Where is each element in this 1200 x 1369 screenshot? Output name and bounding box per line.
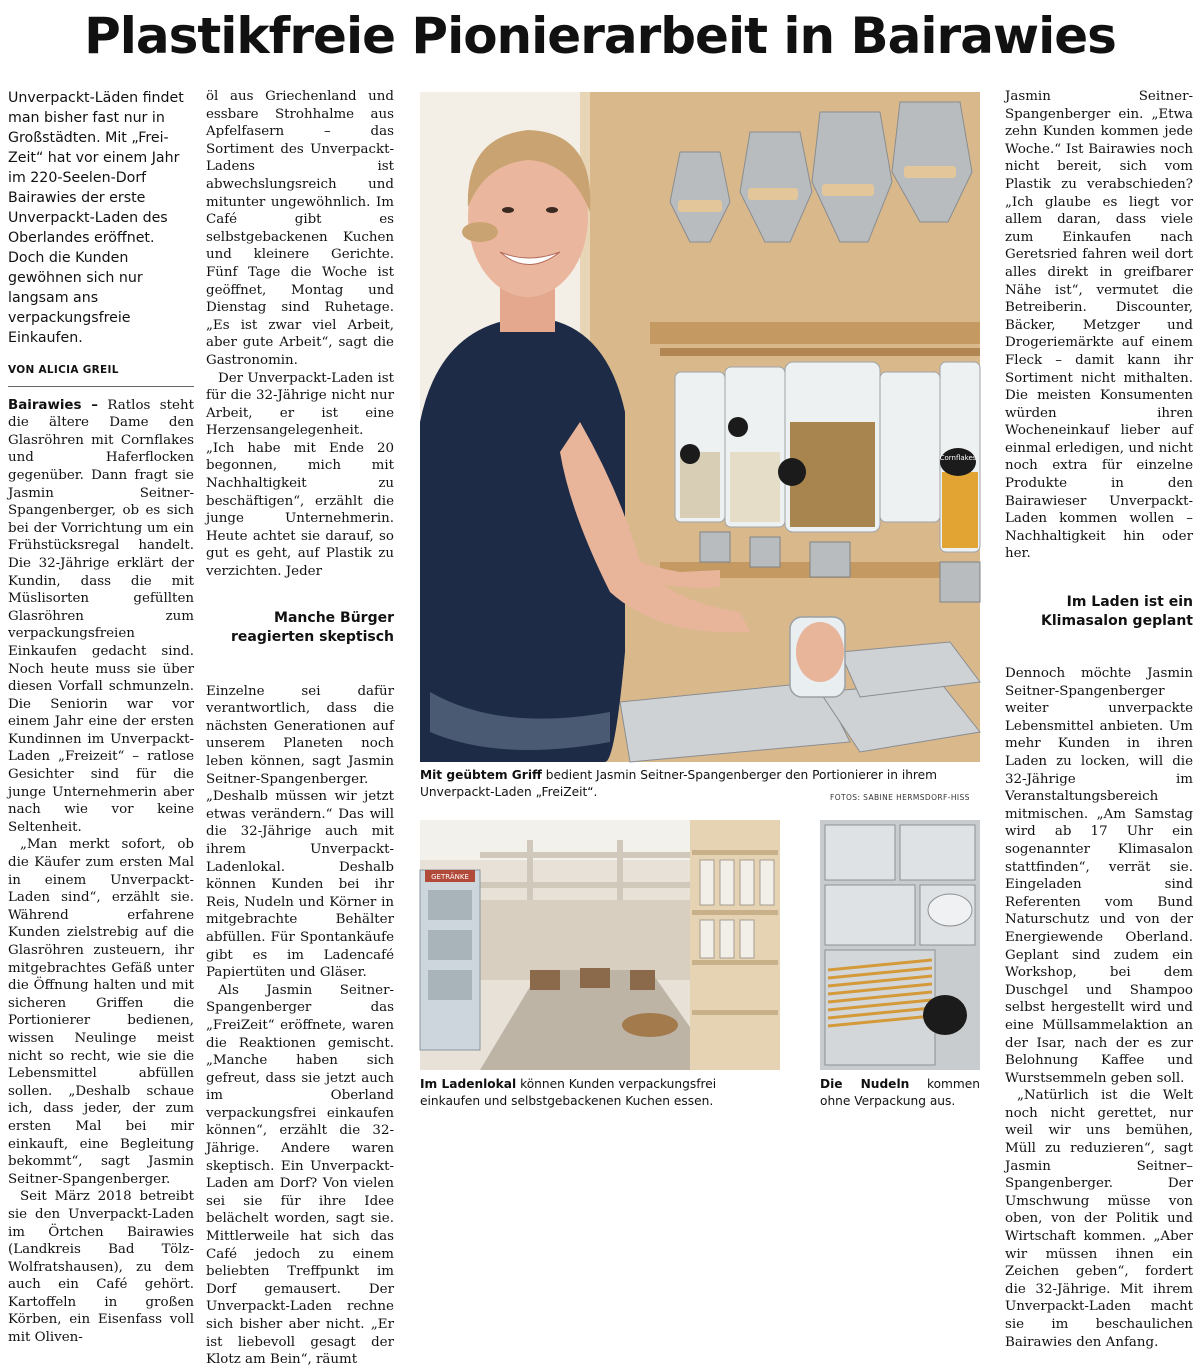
text-column-1 xyxy=(8,88,194,1347)
dateline: Bairawies – xyxy=(8,397,98,413)
shop-interior-caption xyxy=(420,1076,780,1110)
byline: VON ALICIA GREIL xyxy=(8,362,194,387)
subheading: Im Laden ist ein Klimasalon geplant xyxy=(1041,594,1193,630)
paragraph: Seit März 2018 betreibt sie den Unverpackt-Laden im Örtchen Bairawies (Landkreis Bad Tölz-Wolfratshausen), zu dem auch ein Café gehört. Kartoffeln in großen Körben, ein Eisenfass voll mit Oliven- xyxy=(8,1189,194,1346)
paragraph: „Natürlich ist die Welt noch nicht gerettet, nur weil wir uns bemühen, Müll zu reduzieren“, sagt Jasmin Seitner–Spangenberger. Der Umschwung müsse von oben, von der Politik und Wirtschaft kommen. „Aber wir müssen ihnen ein Zeichen geben“, fordert die 32-Jährige. Mit ihrem Unverpackt-Laden macht sie im beschaulichen Bairawies den Anfang. xyxy=(1005,1088,1193,1350)
caption-text: bedient Jasmin Seitner-Spangenberger den Portionierer in ihrem Unverpackt-Laden „FreiZeit“. xyxy=(420,768,938,799)
shop-interior-photo xyxy=(420,820,780,1070)
subheading: Manche Bürger reagierten skeptisch xyxy=(231,609,394,645)
noodles-illustration xyxy=(820,820,980,1070)
text-column-2 xyxy=(206,88,394,1369)
caption-text: kommen ohne Verpackung aus. xyxy=(820,1077,980,1108)
caption-lead: Im Ladenlokal xyxy=(420,1077,517,1091)
paragraph: Dennoch möchte Jasmin Seitner-Spangenberger weiter unverpackte Lebensmittel anbieten. Um mehr Kunden in ihren Laden zu locken, will die 32-Jährige im Veranstaltungsbereich mitmischen. „Am Samstag wird ab 17 Uhr ein sogenannter Klimasalon stattfinden“, verrät sie. Eingeladen sind Referenten vom Bund Naturschutz und von der Energiewende Oberland. Geplant sind zudem ein Workshop, bei dem Duschgel und Shampoo selbst hergestellt wird und eine Müllsammelaktion an der Isar, nach der es zur Belohnung Kaffee und Wurstsemmeln geben soll. xyxy=(1005,666,1193,1086)
shop-interior-illustration xyxy=(420,820,780,1070)
article-teaser: Unverpackt-Läden findet man bisher fast nur in Großstädten. Mit „Frei-Zeit“ hat vor einem Jahr im 220-Seelen-Dorf Bairawies der erste Unverpackt-Laden des Oberlandes eröffnet. Doch die Kunden gewöhnen sich nur langsam ans verpackungsfreie Einkaufen. xyxy=(8,90,184,346)
paragraph: öl aus Griechenland und essbare Strohhalme aus Apfelfasern – das Sortiment des Unverpackt-Ladens ist abwechslungsreich und mitunter ungewöhnlich. Im Café gibt es selbstgebackenen Kuchen und kleinere Gerichte. Fünf Tage die Woche ist geöffnet, Montag und Dienstag sind Ruhetage. „Es ist zwar viel Arbeit, aber gute Arbeit“, sagt die Gastronomin. xyxy=(206,89,394,368)
jar-label: Cornflakes xyxy=(939,454,977,462)
noodles-caption xyxy=(820,1076,980,1110)
paragraph xyxy=(8,397,194,837)
drinks-sign: GETRÄNKE xyxy=(431,873,469,881)
paragraph: Der Unverpackt-Laden ist für die 32-Jährige nicht nur Arbeit, er ist eine Herzensangelegenheit. „Ich habe mit Ende 20 begonnen, mich mit Nachhaltigkeit zu beschäftigen“, erzählt die junge Unternehmerin. Heute achtet sie darauf, so gut es geht, auf Plastik zu verzichten. Jeder xyxy=(206,370,394,580)
paragraph: „Man merkt sofort, ob die Käufer zum ersten Mal in einem Unverpackt-Laden sind“, erzählt sie. Während erfahrene Kunden zielstrebig auf die Glasröhren zusteuern, ihr mitgebrachtes Gefäß unter die Öffnung halten und mit sicheren Griffen die Portionierer bedienen, wissen Neulinge meist nicht so recht, wie sie die Lebensmittel abfüllen sollen. „Deshalb schaue ich, dass jeder, der zum ersten Mal bei mir einkauft, eine Begleitung bekommt“, sagt Jasmin Seitner-Spangenberger. xyxy=(8,837,194,1187)
main-photo xyxy=(420,92,980,762)
caption-lead: Die Nudeln xyxy=(820,1077,910,1091)
photo-credit: FOTOS: SABINE HERMSDORF-HISS xyxy=(830,793,970,802)
text-column-5 xyxy=(1005,88,1193,1351)
caption-text: können Kunden verpackungsfrei einkaufen und selbstgebackenen Kuchen essen. xyxy=(420,1077,717,1108)
paragraph: Jasmin Seitner-Spangenberger ein. „Etwa zehn Kunden kommen jede Woche.“ Ist Bairawies noch nicht bereit, sich vom Plastik zu verabschieden? „Ich glaube es liegt vor allem daran, dass viele zum Einkaufen nach Geretsried fahren weil dort alles direkt in greifbarer Nähe ist“, vermutet die Betreiberin. Discounter, Bäcker, Metzger und Drogeriemärkte auf einem Fleck – damit kann ihr Sortiment nicht mithalten. Die meisten Konsumenten würden ihren Wocheneinkauf lieber auf einmal erledigen, und nicht noch extra für einzelne Produkte in den Bairawieser Unverpackt-Laden kommen wollen – Nachhaltigkeit hin oder her. xyxy=(1005,89,1193,562)
article-headline: Plastikfreie Pionierarbeit in Bairawies xyxy=(84,7,1116,65)
main-photo-illustration xyxy=(420,92,980,762)
paragraph: Einzelne sei dafür verantwortlich, dass die nächsten Generationen auf unserem Planeten noch leben können, sagt Jasmin Seitner-Spangenberger. „Deshalb müssen wir jetzt etwas verändern.“ Das will die 32-Jährige auch mit ihrem Unverpackt-Ladenlokal. Deshalb können Kunden bei ihr Reis, Nudeln und Körner in mitgebrachte Behälter abfüllen. Für Spontankäufe gibt es im Ladencafé Papiertüten und Gläser. xyxy=(206,683,394,981)
caption-lead: Mit geübtem Griff xyxy=(420,768,542,782)
noodles-photo xyxy=(820,820,980,1070)
paragraph: Als Jasmin Seitner-Spangenberger das „FreiZeit“ eröffnete, waren die Reaktionen gemischt. „Manche haben sich gefreut, dass sie jetzt auch im Oberland verpackungsfrei einkaufen können“, erzählt die 32-Jährige. Andere waren skeptisch. Ein Unverpackt-Laden am Dorf? Von vielen sei sie für ihre Idee belächelt worden, sagt sie. Mittlerweile hat sich das Café jedoch zu einem beliebten Treffpunkt im Dorf gemausert. Der Unverpackt-Laden rechne sich bisher aber nicht. „Er ist liebevoll gesagt der Klotz am Bein“, räumt xyxy=(206,982,394,1368)
paragraph-text: Ratlos steht die ältere Dame den Glasröhren mit Cornflakes und Haferflocken gegenüber. Dann fragt sie Jasmin Seitner-Spangenberger, ob es sich bei der Vorrichtung um ein Frühstücksregal handelt. Die 32-Jährige erklärt der Kundin, dass die mit Müslisorten gefüllten Glasröhren zum verpackungsfreien Einkaufen gedacht sind. Noch heute muss sie über diesen Vorfall schmunzeln. Die Seniorin war vor einem Jahr eine der ersten Kundinnen im Unverpackt-Laden „Freizeit“ – ratlose Gesichter sind für die junge Unternehmerin aber nach wie vor keine Seltenheit. xyxy=(8,397,194,835)
